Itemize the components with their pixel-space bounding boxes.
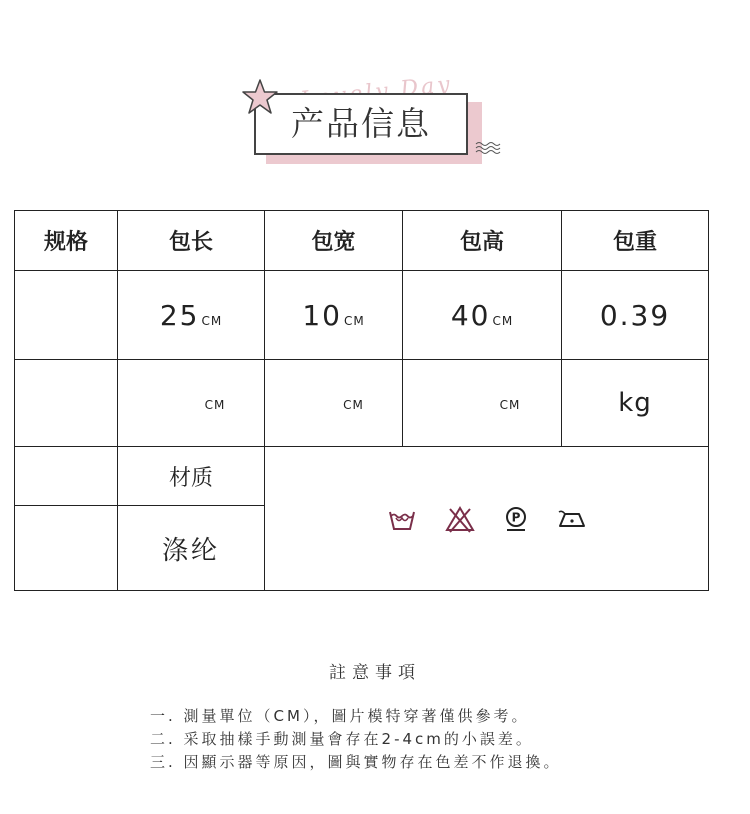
header-spec: 规格 (15, 211, 118, 271)
no-bleach-icon (445, 505, 475, 533)
height-unit-only: CM (499, 397, 521, 412)
title-badge (0, 0, 750, 200)
table-cell-empty (15, 360, 118, 447)
material-label: 材质 (118, 447, 265, 506)
note-line: 三. 因顯示器等原因，圖與實物存在色差不作退換。 (150, 753, 562, 771)
header-width: 包宽 (265, 211, 403, 271)
height-cell (403, 271, 562, 360)
width-value: 10 (302, 298, 342, 332)
length-unit: CM (201, 313, 223, 328)
star-icon (240, 78, 280, 116)
width-unit-only: CM (343, 397, 364, 412)
length-unit-cell (118, 360, 265, 447)
svg-text:P: P (511, 510, 520, 524)
care-icons-cell (265, 447, 709, 591)
page-title: 产品信息 (291, 104, 431, 143)
header-weight: 包重 (562, 211, 709, 271)
weight-unit: kg (618, 388, 652, 418)
table-row (15, 271, 709, 360)
low-iron-icon (557, 508, 587, 530)
notes-list (150, 705, 562, 774)
note-line: 一. 測量單位（CM），圖片模特穿著僅供參考。 (150, 707, 530, 725)
table-cell-empty (15, 447, 118, 506)
hand-wash-icon (387, 506, 417, 532)
weight-unit-cell (562, 360, 709, 447)
header-height: 包高 (403, 211, 562, 271)
note-line: 二. 采取抽樣手動測量會存在2-4cm的小誤差。 (150, 730, 534, 748)
table-row (15, 447, 709, 506)
length-cell (118, 271, 265, 360)
care-icons (265, 505, 708, 533)
spec-table (14, 210, 709, 591)
width-unit: CM (343, 313, 365, 328)
table-cell-empty (15, 506, 118, 591)
width-cell (265, 271, 403, 360)
table-header-row (15, 211, 709, 271)
width-unit-cell (265, 360, 403, 447)
header-length: 包长 (118, 211, 265, 271)
material-value: 涤纶 (118, 506, 265, 591)
notes-title: 註意事項 (329, 663, 421, 683)
table-row (15, 360, 709, 447)
height-value: 40 (450, 298, 491, 332)
length-unit-only: CM (204, 397, 226, 412)
weight-value: 0.39 (599, 298, 671, 332)
height-unit: CM (492, 313, 514, 328)
waves-icon (474, 139, 504, 157)
height-unit-cell (403, 360, 562, 447)
length-value: 25 (159, 298, 200, 332)
weight-cell (562, 271, 709, 360)
table-cell-empty (15, 271, 118, 360)
dry-clean-p-icon (503, 506, 529, 532)
